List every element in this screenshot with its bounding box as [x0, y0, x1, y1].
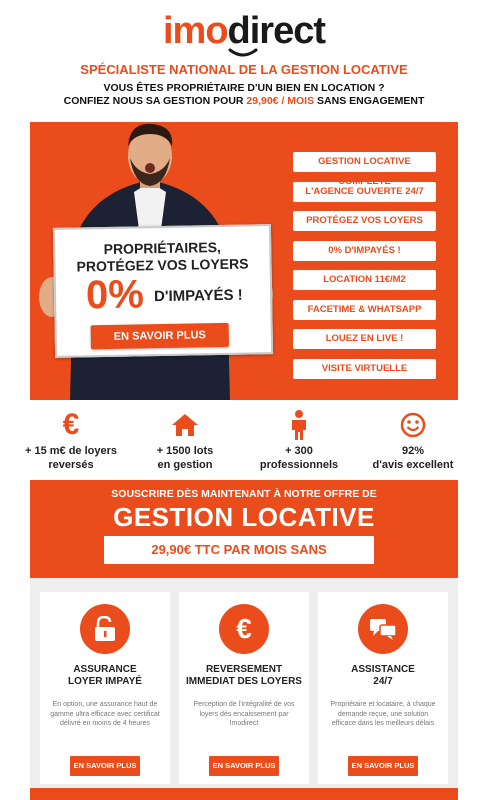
feature-button[interactable]: FACETIME & WHATSAPP [293, 300, 436, 320]
stat-item [16, 400, 126, 472]
service-card-description: En option, une assurance haut de gamme ultra efficace avec certificat délivré en moins de 4 heures [50, 701, 160, 727]
stat-label: reversés [48, 459, 94, 471]
logo-smile-icon [228, 48, 258, 58]
footer-strip [30, 788, 458, 800]
board-unpaid-label: D'IMPAYÉS ! [153, 286, 243, 306]
board-percentage: 0% [85, 272, 145, 318]
stat-value: 92% [401, 445, 425, 457]
service-title-line-1: ASSURANCE [73, 664, 137, 675]
board-title [55, 238, 270, 276]
service-card [318, 592, 448, 784]
subtitle-text-b: SANS ENGAGEMENT [314, 95, 425, 107]
logo-direct-text: direct [227, 10, 326, 52]
feature-list [293, 152, 436, 388]
service-card [179, 592, 309, 784]
offer-title: GESTION LOCATIVE [113, 502, 375, 532]
stat-item [358, 400, 468, 472]
chat-bubbles-icon [358, 604, 408, 654]
service-card-title [40, 664, 170, 688]
offer-intro: SOUSCRIRE DÈS MAINTENANT À NOTRE OFFRE DE [111, 488, 377, 500]
feature-button[interactable]: LOCATION 11€/M2 [293, 270, 436, 290]
euro-circle-icon: € [219, 604, 269, 654]
service-card-title [179, 664, 309, 688]
feature-button[interactable]: 0% D'IMPAYÉS ! [293, 241, 436, 261]
stat-label: d'avis excellent [372, 459, 454, 471]
feature-button[interactable]: VISITE VIRTUELLE [293, 359, 436, 379]
services-section [30, 578, 458, 788]
logo-imo-text: imo [162, 10, 228, 52]
board-title-line-2: PROTÉGEZ VOS LOYERS [76, 255, 249, 275]
promo-sign-board [53, 224, 273, 358]
subtitle-price: 29,90€ / MOIS [246, 95, 315, 107]
imodirect-logo[interactable] [0, 10, 488, 53]
header [0, 0, 488, 122]
stat-item [130, 400, 240, 472]
service-card-description: Propriétaire et locataire, à chaque demande reçue, une solution efficace dans les meilleurs délais [330, 701, 436, 727]
stat-label: en gestion [157, 459, 213, 471]
subtitle-text-a: CONFIEZ NOUS SA GESTION POUR [63, 95, 247, 107]
service-title-line-2: 24/7 [373, 676, 393, 687]
service-card [40, 592, 170, 784]
subtitle-line-2 [0, 95, 488, 107]
service-learn-more-button[interactable]: EN SAVOIR PLUS [209, 756, 279, 776]
service-card-title [318, 664, 448, 688]
offer-banner [30, 480, 458, 578]
stat-item [244, 400, 354, 472]
service-learn-more-button[interactable]: EN SAVOIR PLUS [70, 756, 140, 776]
person-icon [244, 408, 354, 442]
offer-price-button[interactable]: 29,90€ TTC PAR MOIS SANS [104, 536, 374, 564]
stat-value: + 1500 lots [156, 445, 214, 457]
feature-button[interactable]: L'AGENCE OUVERTE 24/7 [293, 182, 436, 202]
stats-row [24, 400, 458, 480]
service-title-line-2: IMMEDIAT DES LOYERS [186, 676, 302, 687]
service-title-line-1: ASSISTANCE [351, 664, 415, 675]
feature-button[interactable]: LOUEZ EN LIVE ! [293, 329, 436, 349]
stat-value: + 15 m€ de loyers [24, 445, 118, 457]
smiley-icon [358, 408, 468, 442]
feature-button[interactable]: GESTION LOCATIVE [293, 152, 436, 172]
service-learn-more-button[interactable]: EN SAVOIR PLUS [348, 756, 418, 776]
stat-value: + 300 [285, 445, 313, 457]
board-learn-more-button[interactable]: EN SAVOIR PLUS [91, 323, 229, 349]
tagline: SPÉCIALISTE NATIONAL DE LA GESTION LOCATIVE [80, 62, 408, 77]
euro-icon: € [62, 408, 80, 441]
board-title-line-1: PROPRIÉTAIRES, [103, 238, 221, 258]
unlock-icon [80, 604, 130, 654]
service-title-line-2: LOYER IMPAYÉ [68, 676, 142, 687]
service-title-line-1: REVERSEMENT [205, 664, 283, 675]
stat-label: professionnels [259, 459, 339, 471]
feature-button[interactable]: PROTÉGEZ VOS LOYERS [293, 211, 436, 231]
service-card-description: Perception de l'intégralité de vos loyers dès encaissement par Imodirect [193, 701, 295, 727]
house-icon [130, 408, 240, 442]
hero-banner [30, 122, 458, 400]
subtitle-line-1: VOUS ÊTES PROPRIÉTAIRE D'UN BIEN EN LOCATION ? [103, 82, 385, 94]
